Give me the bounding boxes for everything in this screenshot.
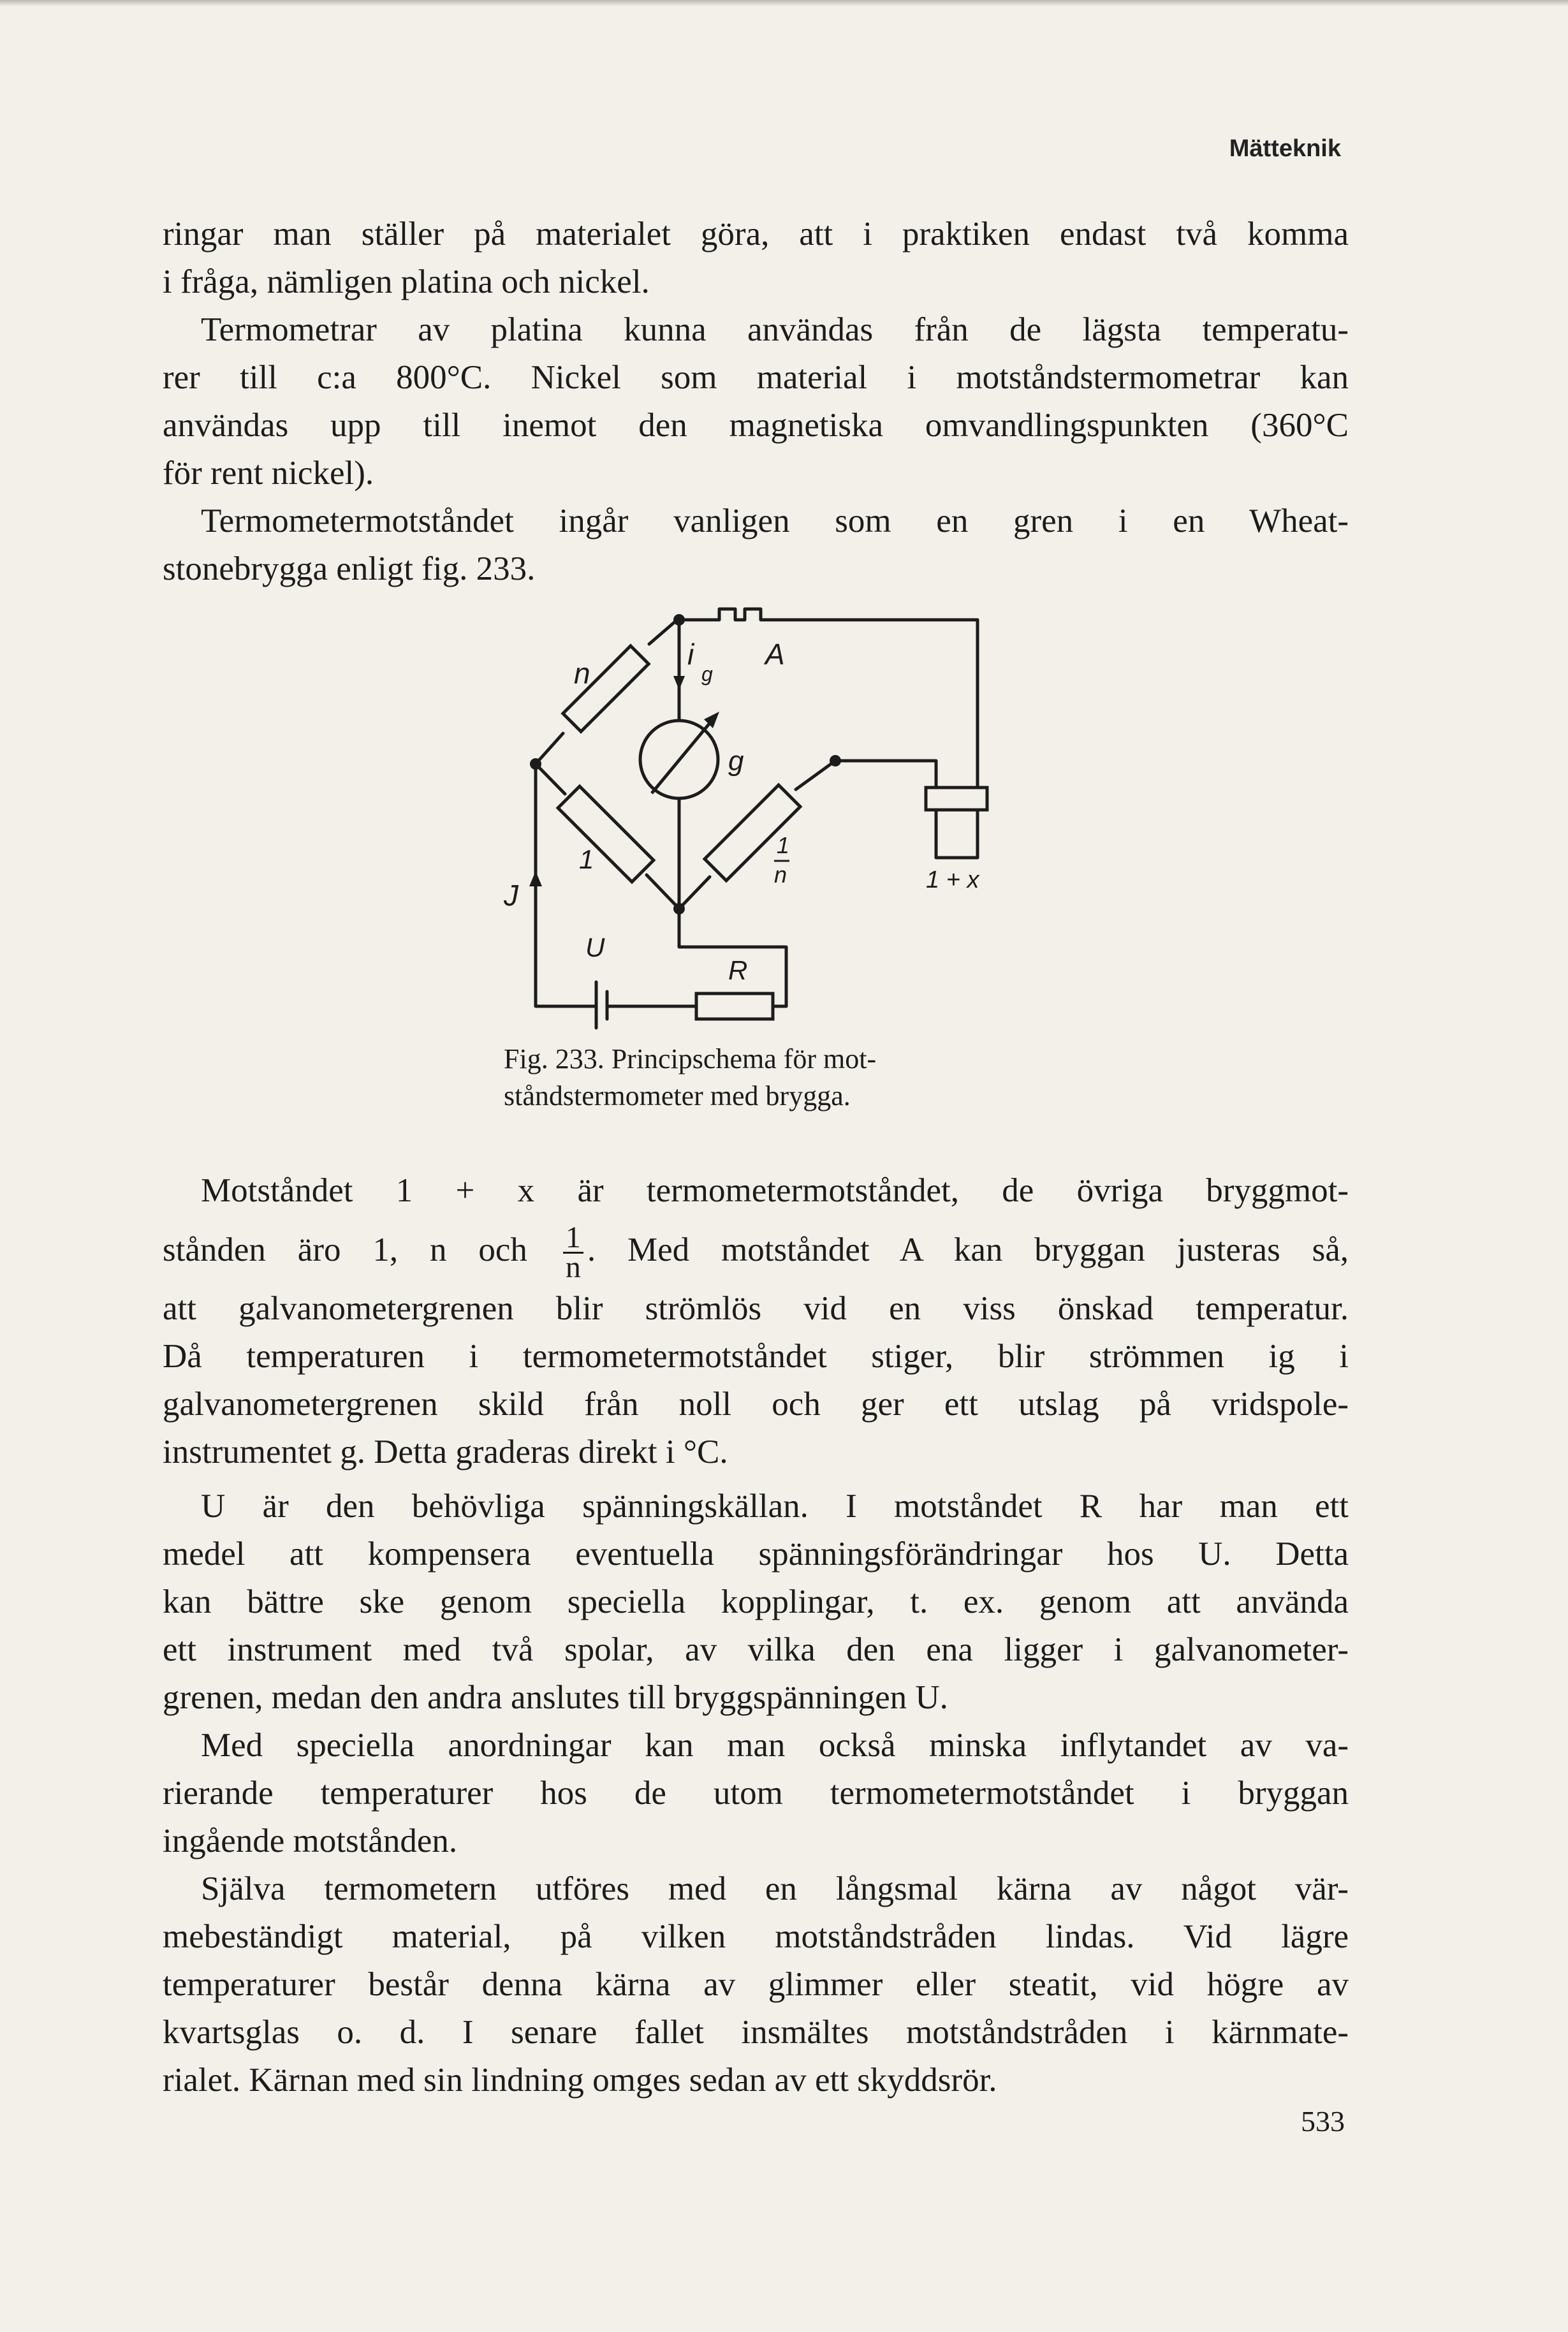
text-line: att galvanometergrenen blir strömlös vid en viss önskad temperatur.	[163, 1290, 1349, 1327]
text-line: kvartsglas o. d. I senare fallet insmältes motståndstråden i kärnmate-	[163, 2014, 1349, 2051]
label-1-left: 1	[579, 844, 594, 874]
paragraph-3	[163, 497, 1349, 593]
text-line: för rent nickel).	[163, 455, 374, 492]
text-line: mebeständigt material, på vilken motståndstråden lindas. Vid lägre	[163, 1918, 1349, 1955]
paragraph-6	[163, 1722, 1349, 1865]
text-line: medel att kompensera eventuella spänningsförändringar hos U. Detta	[163, 1536, 1349, 1573]
wire-n-to-top	[649, 620, 677, 644]
label-1-plus-x: 1 + x	[926, 867, 979, 893]
text-line: stonebrygga enligt fig. 233.	[163, 550, 536, 587]
node-top	[673, 614, 685, 626]
caption-line: ståndstermometer med brygga.	[504, 1080, 851, 1111]
text-line: Själva termometern utföres med en långsmal kärna av något vär-	[201, 1870, 1349, 1907]
node-left	[530, 758, 541, 770]
label-R: R	[728, 955, 748, 985]
text-line: U är den behövliga spänningskällan. I motståndet R har man ett	[201, 1488, 1349, 1525]
paragraph-1	[163, 210, 1349, 306]
text-line: Med speciella anordningar kan man också minska inflytandet av va-	[201, 1727, 1349, 1764]
wheatstone-bridge-diagram	[497, 599, 1033, 1033]
text-line: ringar man ställer på materialet göra, att i praktiken endast två komma	[163, 216, 1349, 253]
fraction-numerator: 1	[563, 1224, 583, 1254]
text-line: rierande temperaturer hos de utom termometermotståndet i bryggan	[163, 1775, 1349, 1812]
node-right	[830, 755, 841, 766]
paragraph-4	[163, 1167, 1349, 1476]
node-bottom	[673, 903, 685, 914]
label-U: U	[585, 932, 605, 962]
text-line: rer till c:a 800°C. Nickel som material i motståndstermometrar kan	[163, 359, 1349, 396]
wire-bottom-to-1n	[679, 877, 710, 909]
label-ig-subscript: g	[701, 663, 713, 686]
text-line: ett instrument med två spolar, av vilka den ena ligger i galvanometer-	[163, 1631, 1349, 1668]
text-line: Termometermotståndet ingår vanligen som en gren i en Wheat-	[201, 502, 1349, 539]
label-1-over-n-numerator: 1	[777, 832, 790, 858]
wire-1n-to-right	[796, 761, 835, 789]
wire-left-to-1	[536, 764, 565, 794]
text-fragment: . Med motståndet A kan bryggan justeras så,	[587, 1231, 1349, 1268]
text-line: i fråga, nämligen platina och nickel.	[163, 263, 650, 300]
running-header: Mätteknik	[1229, 135, 1341, 162]
text-line: Motståndet 1 + x är termometermotståndet, de övriga bryggmot-	[201, 1172, 1349, 1209]
text-line: kan bättre ske genom speciella kopplingar, t. ex. genom att använda	[163, 1583, 1349, 1620]
resistor-R	[696, 994, 773, 1019]
text-line: rialet. Kärnan med sin lindning omges sedan av ett skyddsrör.	[163, 2062, 997, 2099]
text-line-with-fraction	[163, 1215, 1349, 1285]
paragraph-5	[163, 1483, 1349, 1722]
label-J: J	[504, 879, 518, 912]
wire-1-to-bottom	[647, 875, 679, 909]
text-line: Då temperaturen i termometermotståndet stiger, blir strömmen ig i	[163, 1338, 1349, 1375]
figure-caption	[504, 1041, 1014, 1115]
text-line: instrumentet g. Detta graderas direkt i °C.	[163, 1434, 728, 1470]
text-line: Termometrar av platina kunna användas från de lägsta temperatu-	[201, 311, 1349, 348]
page-number: 533	[1301, 2105, 1345, 2138]
text-fragment: stånden äro 1, n och	[163, 1231, 527, 1268]
current-arrow-J	[529, 871, 542, 886]
current-arrow-ig	[673, 676, 685, 690]
label-n: n	[574, 657, 590, 690]
fraction-one-over-n	[563, 1221, 583, 1285]
wire-right-to-1plusx	[835, 761, 936, 788]
label-ig: i	[687, 638, 694, 671]
paragraph-2	[163, 306, 1349, 497]
paragraph-7	[163, 1865, 1349, 2104]
label-1-over-n-denominator: n	[774, 862, 788, 888]
wire-1plusx-bottom	[936, 810, 978, 858]
galvanometer-needle	[652, 719, 713, 793]
label-g: g	[728, 745, 744, 777]
text-line: grenen, medan den andra anslutes till bryggspänningen U.	[163, 1679, 948, 1716]
label-A: A	[765, 638, 785, 671]
text-line: ingående motstånden.	[163, 1822, 458, 1859]
resistor-1-plus-x	[926, 788, 987, 810]
text-line: användas upp till inemot den magnetiska omvandlingspunkten (360°C	[163, 407, 1349, 444]
text-line: galvanometergrenen skild från noll och ger ett utslag på vridspole-	[163, 1386, 1349, 1423]
caption-line: Fig. 233. Principschema för mot-	[504, 1043, 877, 1074]
resistor-1	[558, 786, 654, 882]
fraction-denominator: n	[565, 1250, 581, 1285]
text-line: temperaturer består denna kärna av glimmer eller steatit, vid högre av	[163, 1966, 1349, 2003]
wire-top-left	[536, 733, 563, 764]
page-edge	[0, 0, 1568, 6]
